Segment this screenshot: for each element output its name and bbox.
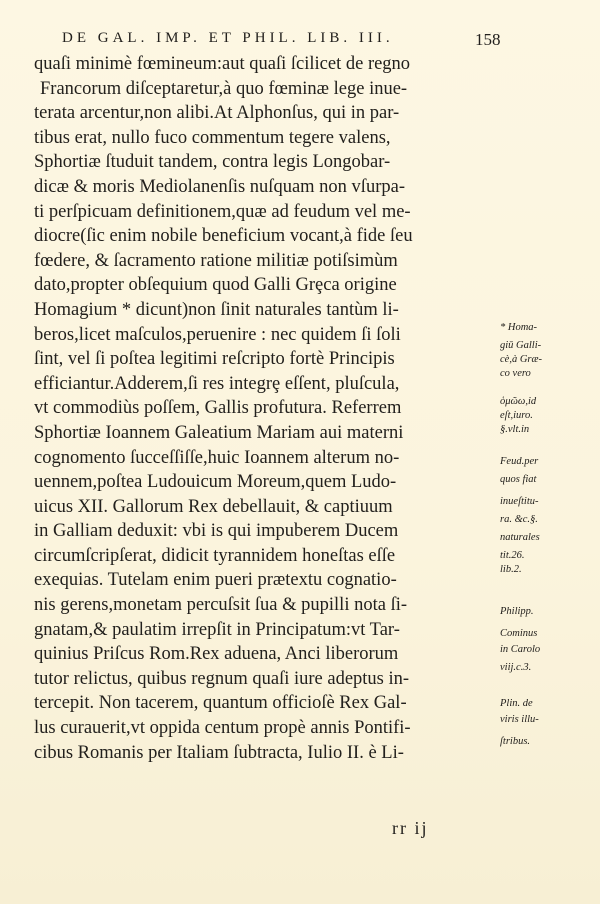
text-line: tibus erat, nullo fuco commentum tegere valens, [34,127,391,148]
running-title: DE GAL. IMP. ET PHIL. LIB. III. [62,30,394,46]
text-line: uicus XII. Gallorum Rex debellauit, & captiuum [34,496,393,517]
margin-note: cè,à Græ- [500,354,542,365]
text-line: in Galliam deduxit: vbi is qui impuberem Ducem [34,521,399,542]
text-line: uennem,poſtea Ludouicum Moreum,quem Ludo- [34,472,397,493]
text-line: lus curauerit,vt oppida centum propè annis Pontifi- [34,718,411,739]
margin-note: §.vlt.in [500,424,530,435]
text-line: beros,licet maſculos,peruenire : nec quidem ſi ſoli [34,324,401,345]
text-line: fœdere, & ſacramento ratione militiæ potiſsimùm [34,250,398,271]
margin-note: lib.2. [500,564,522,575]
catchword-signature: rr ij [392,818,429,838]
text-line: quaſi minimè fœmineum:aut quaſi ſcilicet de regno [34,54,411,74]
margin-note: eſt,iuro. [500,410,533,421]
text-line: ti perſpicuam definitionem,quæ ad feudum vel me- [34,201,411,222]
margin-note: Plin. de [500,698,533,709]
margin-note: ra. &c.§. [500,514,538,525]
text-line: vt commodiùs poſſem, Gallis profutura. Referrem [34,398,402,419]
text-line: tutor relictus, quibus regnum quaſi iure adeptus in- [34,668,410,689]
text-line: tercepit. Non tacerem, quantum officioſè Rex Gal- [34,693,407,714]
text-line: efficiantur.Adderem,ſi res integrȩ eſſent, pluſcula, [34,373,400,394]
text-line: Sphortiæ Ioannem Galeatium Mariam aui materni [34,422,404,443]
margin-note: * Homa- [500,322,538,333]
text-line: nis gerens,monetam percuſsit ſua & pupilli nota ſi- [34,595,408,616]
margin-note: viris illu- [500,714,539,725]
margin-note: co vero [500,368,531,379]
margin-note: Cominus [500,628,538,639]
text-line: diocre(ſic enim nobile beneficium vocant,à fide ſeu [34,226,413,247]
margin-note: ὁμῶω,id [500,396,537,407]
text-line: gnatam,& paulatim irrepſit in Principatum:vt Tar- [34,619,400,640]
margin-note: in Carolo [500,644,541,655]
text-line: terata arcentur,non alibi.At Alphonſus, qui in par- [34,103,400,124]
margin-note: naturales [500,532,540,543]
text-line: cibus Romanis per Italiam ſubtracta, Iulio II. è Li- [34,742,404,763]
text-line: dato,propter obſequium quod Galli Grȩca origine [34,275,397,296]
margin-note: Feud.per [500,456,539,467]
text-line: Francorum diſceptaretur,à quo fœminæ lege inue- [40,78,408,99]
text-line: exequias. Tutelam enim pueri prætextu cognatio- [34,570,397,591]
text-line: circumſcripſerat, didicit tyrannidem honeſtas eſſe [34,545,396,566]
text-line: cognomento ſucceſſiſſe,huic Ioannem alterum no- [34,447,400,468]
margin-note: tit.26. [500,550,525,561]
text-line: Homagium * dicunt)non ſinit naturales tantùm li- [34,299,399,320]
margin-note: ſtribus. [500,736,531,747]
text-line: ſint, vel ſi poſtea legitimi reſcripto fortè Principis [34,349,395,370]
main-text-block [34,52,504,765]
page-number: 158 [475,30,501,49]
text-line: Sphortiæ ſtuduit tandem, contra legis Longobar- [34,152,391,173]
text-line: quinius Priſcus Rom.Rex aduena, Anci liberorum [34,644,399,665]
margin-note: quos fiat [500,474,537,485]
margin-note: giū Galli- [500,340,542,351]
margin-note: inueſtitu- [500,496,539,507]
margin-note: Philipp. [500,606,534,617]
text-line: dicæ & moris Mediolanenſis nuſquam non vſurpa- [34,176,405,197]
margin-note: viij.c.3. [500,662,532,673]
